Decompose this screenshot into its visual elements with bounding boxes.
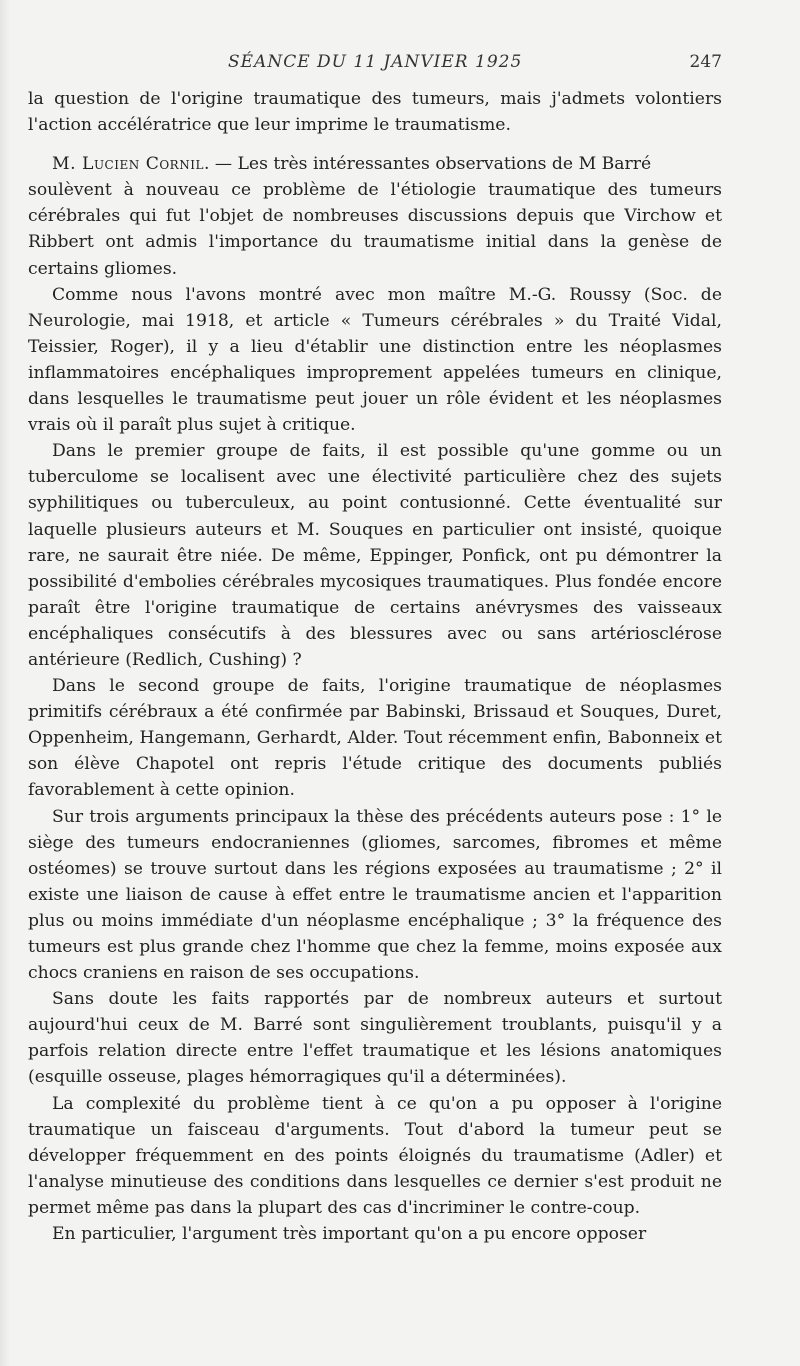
paragraph-3: Comme nous l'avons montré avec mon maître M.-G. Roussy (Soc. de Neurologie, mai 1918, et article « Tumeurs cérébrales » du Traité Vidal, Teissier, Roger), il y a lieu d'établir une distinction entre les néoplasmes inflammatoires encéphaliques improprement appelées tumeurs en clinique, dans lesquelles le traumatisme peut jouer un rôle évident et les néoplasmes vrais où il paraît plus sujet à critique.	[28, 284, 722, 436]
paragraph-5: Dans le second groupe de faits, l'origine traumatique de néoplasmes primitifs cérébraux a été confirmée par Babinski, Brissaud et Souques, Duret, Oppenheim, Hangemann, Gerhardt, Alder. Tout récemment enfin, Babonneix et son élève Chapotel ont repris l'étude critique des documents publiés favorablement à cette opinion.	[28, 676, 722, 801]
paragraph-9: En particulier, l'argument très important qu'on a pu encore opposer	[52, 1224, 647, 1245]
running-title: SÉANCE DU 11 JANVIER 1925	[228, 52, 523, 72]
page-number: 247	[689, 52, 722, 72]
speaker-opening: . — Les très intéressantes observations de M Barré	[203, 154, 652, 175]
speaker-name: M. Lucien Cornil	[52, 154, 204, 175]
page-binding-shadow	[0, 0, 10, 1366]
speaker-intro	[28, 151, 722, 177]
paragraph-2: soulèvent à nouveau ce problème de l'étiologie traumatique des tumeurs cérébrales qui fut l'objet de nombreuses discussions depuis que Virchow et Ribbert ont admis l'importance du traumatisme initial dans la genèse de certains gliomes.	[28, 180, 722, 279]
paragraph-8: La complexité du problème tient à ce qu'on a pu opposer à l'origine traumatique un faisceau d'arguments. Tout d'abord la tumeur peut se développer fréquemment en des points éloignés du traumatisme (Adler) et l'analyse minutieuse des conditions dans lesquelles ce dernier s'est produit ne permet même pas dans la plupart des cas d'incriminer le contre-coup.	[28, 1093, 722, 1218]
page-header	[28, 52, 722, 82]
paragraph-1: la question de l'origine traumatique des tumeurs, mais j'admets volontiers l'action accélératrice que leur imprime le traumatisme.	[28, 89, 722, 136]
paragraph-4: Dans le premier groupe de faits, il est possible qu'une gomme ou un tuberculome se localisent avec une électivité particulière chez des sujets syphilitiques ou tuberculeux, au point contusionné. Cette éventualité sur laquelle plusieurs auteurs et M. Souques en particulier ont insisté, quoique rare, ne saurait être niée. De même, Eppinger, Ponfick, ont pu démontrer la possibilité d'embolies cérébrales mycosiques traumatiques. Plus fondée encore paraît être l'origine traumatique de certains anévrysmes des vaisseaux encéphaliques consécutifs à des blessures avec ou sans artériosclérose antérieure (Redlich, Cushing) ?	[28, 441, 722, 670]
body-text	[28, 86, 722, 1247]
paragraph-7: Sans doute les faits rapportés par de nombreux auteurs et surtout aujourd'hui ceux de M. Barré sont singulièrement troublants, puisqu'il y a parfois relation directe entre l'effet traumatique et les lésions anatomiques (esquille osseuse, plages hémorragiques qu'il a déterminées).	[28, 989, 722, 1088]
paragraph-6: Sur trois arguments principaux la thèse des précédents auteurs pose : 1° le siège des tumeurs endocraniennes (gliomes, sarcomes, fibromes et même ostéomes) se trouve surtout dans les régions exposées au traumatisme ; 2° il existe une liaison de cause à effet entre le traumatisme ancien et l'apparition plus ou moins immédiate d'un néoplasme encéphalique ; 3° la fréquence des tumeurs est plus grande chez l'homme que chez la femme, moins exposée aux chocs craniens en raison de ses occupations.	[28, 806, 722, 984]
